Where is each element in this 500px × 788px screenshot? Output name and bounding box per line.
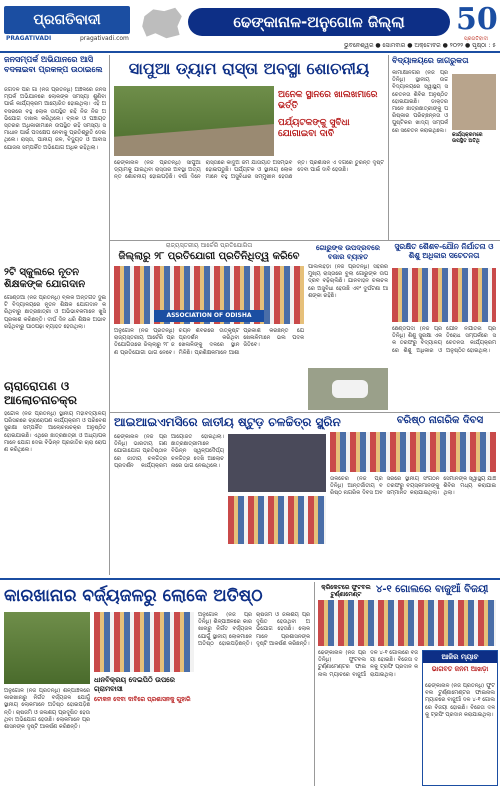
district-title: ଢେଙ୍କାନାଳ-ଅନୁଗୋଳ ଜିଲ୍ଲା (188, 8, 450, 36)
factory-headline: କାରଖାନାର ବର୍ଜ୍ୟଜଳରୁ ଲୋକେ ଅତିଷ୍ଠ (4, 586, 263, 606)
banner: ASSOCIATION OF ODISHA (154, 310, 264, 322)
website-url: pragativadi.com (80, 35, 129, 42)
wastewater-photo (4, 612, 90, 684)
anniversary-logo: 50 (456, 2, 498, 37)
senior-citizen-headline: ବରିଷ୍ଠ ନାଗରିକ ଦିବସ (396, 415, 484, 426)
cow-shape (332, 380, 368, 398)
column-divider (388, 55, 389, 240)
match-box-title: ଆଜିର ମ୍ୟାଚ (423, 651, 497, 663)
protest-photo (94, 612, 194, 672)
logo-subtitle: PRAGATIVADI (6, 35, 52, 42)
protest-headline: ଧାନବିକ୍ରୟ ଦେଇପିଠି ଉପରେ ଗ୍ରାମବାସୀ (94, 676, 175, 693)
section-divider (110, 412, 500, 413)
district-map-icon (140, 6, 184, 40)
guest-photo (452, 74, 496, 130)
child-safety-headline: ସୁରକ୍ଷିତ ଶୈଶବ-ଯୌନ ନିର୍ଯାତନା ଓ ଶିଶୁ ଅଧିକାର ସଚେତନତା (394, 242, 494, 260)
factory-article-continued: ଅନୁଗୋଳ (ନିଜ ପ୍ରତିନିଧି) ଶିଳ୍ପାଞ୍ଚଳରେ କାରଖାନାରୁ ନିର୍ଗତ ବର୍ଜ୍ୟଜଳ ଯୋଗୁଁ ସ୍ଥାନୀୟ ଲୋକମାନେ ଅତିଷ୍ଠ ହୋଇପଡ଼ିଛନ୍ତି। ଚାଷଜମି ଓ ଜଳାଶୟ ପ୍ରଦୂଷିତ ହେଉଥିବା ଅଭିଯୋଗ ହେଉଛି। ଲୋକମାନେ ପ୍ରଶାସନଙ୍କ ଦୃଷ୍ଟି ଆକର୍ଷଣ କରିଛନ୍ତି। (198, 612, 310, 647)
dateline: ଭୁବନେଶ୍ୱର ● ସୋମବାର ● ଅକ୍ଟୋବର ● ୨୦୨୨ ● ପୃଷ୍ଠା : ୫ (344, 42, 496, 49)
archery-article: ଅନୁଗୋଳ (ନିଜ ପ୍ରତିନିଧି) ରାଜ୍ୟସ୍ତରୀୟ ଆର୍ଚେରି ପ୍ରତିଯୋଗିତାରେ ଜିଲ୍ଲାରୁ ୨୮ ଜଣ ପ୍ରତିଯୋଗୀ ଭାଗ ନେବେ। ଚୟନ ଶିବିରରେ ଉତ୍କୃଷ୍ଟ ପ୍ରଦର୍ଶନ କରିଥିବା ଖେଳାଳିଙ୍କୁ ଦଳରେ ସ୍ଥାନ ମିଳିଛି। ପ୍ରଶିକ୍ଷକମାନେ ଆଶା ପ୍ରକାଶ କରିଛନ୍ତି ଯେ ଖେଳାଳିମାନେ ଭଲ ପଦକ ଜିତିବେ। (114, 328, 304, 356)
headline-left-1: ଜନସମ୍ପର୍କ ଅଭିଯାନରେ ଆସି ବଦଳାଇବା ପ୍ରକଳ୍ପ ଉଠାଇଲେ (4, 55, 103, 74)
article-right-1: କାମାକ୍ଷାନଗର (ନିଜ ପ୍ରତିନିଧି) ସ୍ଥାନୀୟ ଉଚ୍ଚ ବିଦ୍ୟାଳୟରେ ସ୍ୱାସ୍ଥ୍ୟ ସଚେତନତା ଶିବିର ଅନୁଷ୍ଠିତ ହୋଇଯାଇଛି। ଡାକ୍ତରମାନେ ଛାତ୍ରଛାତ୍ରୀଙ୍କୁ ପରିଷ୍କାର ପରିଚ୍ଛନ୍ନତା ଓ ପୁଷ୍ଟିକର ଖାଦ୍ୟ ସମ୍ପର୍କରେ ସଚେତନ କରାଇଥିଲେ। (392, 70, 448, 134)
headline-left-2: ୨ଟି ସ୍କୁଲରେ ନୂତନ ଶିକ୍ଷକଙ୍କ ଯୋଗଦାନ (4, 267, 86, 290)
photo-caption: କାର୍ଯ୍ୟକ୍ରମରେ ଉପସ୍ଥିତ ଅତିଥି (452, 132, 483, 144)
archery-headline: ଜିଲ୍ଲାରୁ ୨୮ ପ୍ରତିଯୋଗୀ ପ୍ରତିନିଧିତ୍ୱ କରିବେ (118, 251, 300, 262)
film-headline: ଆଇଆଇଏମସିରେ ଜାତୀୟ ଷ୍ଟୁଡ଼ ଚଳଚ୍ଚିତ୍ର ସ୍କ୍ରିନ (114, 415, 341, 429)
cow-article: ପାଲଲହଡ଼ା (ନିଜ ପ୍ରତିନିଧି) ସହରର ମୁଖ୍ୟ ରାସ୍ତାରେ ବୁଲା ଗୋରୁଙ୍କ ଉପଦ୍ରବ ବଢ଼ିଚାଲିଛି। ଯାନବାହନ ଚଳାଚଳରେ ଅସୁବିଧା ହେଉଛି ଏବଂ ଦୁର୍ଘଟଣା ଆଶଙ୍କା ରହିଛି। (308, 264, 388, 299)
road-shape (114, 124, 274, 156)
lead-article: ଢେଙ୍କାନାଳ (ନିଜ ପ୍ରତିନିଧି) ସାପୁଆ ଡ୍ୟାମକୁ ଯାଇଥିବା ରାସ୍ତାର ଅବସ୍ଥା ଅତ୍ୟନ୍ତ ଶୋଚନୀୟ ହୋଇପଡ଼ିଛି। ବର୍ଷା ଦିନେ ରାସ୍ତାରେ କାଦୁଅ ଜମି ଯାତାୟାତ ଅସମ୍ଭବ ହୋଇପଡୁଛି। ପର୍ଯ୍ୟଟକ ଓ ସ୍ଥାନୀୟ ଲୋକମାନେ ବହୁ ଅସୁବିଧାର ସମ୍ମୁଖୀନ ହେଉଛନ୍ତି। ପ୍ରଶାସନ ଏ ଦିଗରେ ତୁରନ୍ତ ଦୃଷ୍ଟି ଦେବା ପାଇଁ ଦାବି ହେଉଛି। (114, 160, 384, 181)
article-left-3: ହିନ୍ଦୋଳ (ନିଜ ପ୍ରତିନିଧି) ସ୍ଥାନୀୟ ମହାବିଦ୍ୟାଳୟ ପରିସରରେ ଚାରାରୋପଣ କାର୍ଯ୍ୟକ୍ରମ ଓ ପରିବେଶ ସୁରକ୍ଷା ସମ୍ପର୍କିତ ଆଲୋଚନାଚକ୍ର ଅନୁଷ୍ଠିତ ହୋଇଯାଇଛି। ଏଥିରେ ଛାତ୍ରଛାତ୍ରୀ ଓ ଅଧ୍ୟାପକମାନେ ଯୋଗ ଦେଇ ବିଭିନ୍ନ ପ୍ରଜାତିର ଚାରା ରୋପଣ କରିଥିଲେ। (4, 411, 106, 454)
film-article: ଢେଙ୍କାନାଳ (ନିଜ ପ୍ରତିନିଧି) ଭାରତୀୟ ଗଣଯୋଗାଯୋଗ ପ୍ରତିଷ୍ଠାନରେ ଜାତୀୟ ଚଳଚ୍ଚିତ୍ର ପ୍ରଦର୍ଶନ କାର୍ଯ୍ୟକ୍ରମ ଆୟୋଜିତ ହୋଇଥିଲା। ଛାତ୍ରଛାତ୍ରୀମାନେ ବିଭିନ୍ନ ସ୍ୱଳ୍ପଦୈର୍ଘ୍ୟ ଚଳଚ୍ଚିତ୍ର ଦେଖି ଆଲୋଚନାରେ ଭାଗ ନେଇଥିଲେ। (114, 434, 224, 469)
lead-sidehead-2: ପର୍ଯ୍ୟଟକଙ୍କୁ ସୁବିଧା ଯୋଗାଇବା ଦାବି (278, 118, 350, 139)
left-column (4, 55, 106, 575)
cow-headline: ଗୋରୁଙ୍କ ଉପଦ୍ରବରେ ବଜାର ବ୍ୟାହତ (316, 244, 380, 261)
film-audience-photo (228, 496, 326, 544)
anniversary-subtitle: ପ୍ରଗତିବାଦୀ (463, 36, 488, 42)
senior-citizen-photo (330, 432, 496, 472)
lead-photo (114, 86, 274, 156)
column-divider (314, 582, 315, 786)
child-safety-article: ଛେଣ୍ଡିପଦା (ନିଜ ପ୍ରତିନିଧି) ଶିଶୁ ସୁରକ୍ଷା ଏକକ ତରଫରୁ ବିଦ୍ୟାଳୟରେ ଶିଶୁ ଅଧିକାର ଓ ଯୌନ ନିର୍ଯାତନା ପ୍ରତିରୋଧ ସମ୍ପର୍କରେ ସଚେତନତା କାର୍ଯ୍ୟକ୍ରମ ଅନୁଷ୍ଠିତ ହୋଇଥିଲା। (392, 326, 496, 354)
lead-sidehead-1: ଅନେକ ସ୍ଥାନରେ ଖାଲଖମାରେ ଭର୍ତ୍ତି (278, 90, 378, 111)
sport-kicker: କ୍ରିକେଟରେ ଫୁଟବଲ ଟୁର୍ଣ୍ଣାମେଣ୍ଟ (321, 584, 371, 598)
sport-article: ଢେଙ୍କାନାଳ (ନିଜ ପ୍ରତିନିଧି) ଫୁଟବଲ ଟୁର୍ଣ୍ଣାମେଣ୍ଟର ଫାଇନାଲ ମ୍ୟାଚରେ ବାଜୁଆଁ ଦଳ ୪-୧ ଗୋଲରେ ବିଜୟୀ ହୋଇଛି। ବିଜେତା ଦଳକୁ ଟ୍ରଫି ପ୍ରଦାନ କରାଯାଇଥିଲା। (318, 650, 418, 678)
sport-headline: ୪-୧ ଗୋଲରେ ବାଜୁଆଁ ବିଜୟୀ (376, 584, 489, 595)
child-safety-photo (392, 268, 496, 322)
cow-photo (308, 368, 388, 410)
film-photo (228, 434, 326, 492)
masthead-rule (0, 51, 500, 53)
article-left-2: ଗୋଣ୍ଡିଆ (ନିଜ ପ୍ରତିନିଧି) ବ୍ଲକ ଅନ୍ତର୍ଗତ ଦୁଇଟି ବିଦ୍ୟାଳୟରେ ନୂତନ ଶିକ୍ଷକ ଯୋଗଦାନ କରିଥିବାରୁ ଛାତ୍ରଛାତ୍ରୀ ଓ ଅଭିଭାବକମାନେ ଖୁସି ପ୍ରକାଶ କରିଛନ୍ତି। ଦୀର୍ଘ ଦିନ ଧରି ଶିକ୍ଷକ ଅଭାବ ରହିଥିବାରୁ ପାଠପଢ଼ା ବ୍ୟାହତ ହେଉଥିଲା। (4, 295, 106, 330)
headline-left-3: ଚାରାରୋପଣ ଓ ଆଲୋଚନାଚକ୍ର (4, 379, 77, 407)
match-box-text: ଢେଙ୍କାନାଳ (ନିଜ ପ୍ରତିନିଧି) ଫୁଟବଲ ଟୁର୍ଣ୍ଣାମେଣ୍ଟର ଫାଇନାଲ ମ୍ୟାଚରେ ବାଜୁଆଁ ଦଳ ୪-୧ ଗୋଲରେ ବିଜୟୀ ହୋଇଛି। ବିଜେତା ଦଳକୁ ଟ୍ରଫି ପ୍ରଦାନ କରାଯାଇଥିଲା। (425, 683, 495, 718)
factory-article: ଅନୁଗୋଳ (ନିଜ ପ୍ରତିନିଧି) ଶିଳ୍ପାଞ୍ଚଳରେ କାରଖାନାରୁ ନିର୍ଗତ ବର୍ଜ୍ୟଜଳ ଯୋଗୁଁ ସ୍ଥାନୀୟ ଲୋକମାନେ ଅତିଷ୍ଠ ହୋଇପଡ଼ିଛନ୍ତି। ଚାଷଜମି ଓ ଜଳାଶୟ ପ୍ରଦୂଷିତ ହେଉଥିବା ଅଭିଯୋଗ ହେଉଛି। ଲୋକମାନେ ପ୍ରଶାସନଙ୍କ ଦୃଷ୍ଟି ଆକର୍ଷଣ କରିଛନ୍ତି। (4, 688, 90, 731)
football-team-photo (318, 600, 496, 646)
bottom-rule (0, 578, 500, 580)
archery-team-photo (114, 266, 304, 324)
protest-subhead: ଟୋକନ ଦେବା ଦାବିରେ ପ୍ରଶାସନକୁ ଗୁହାରି (94, 696, 191, 703)
match-box-subtitle: ଭାଗବତ ଜନମ ଆଖଡ଼ା (431, 665, 489, 673)
column-divider (109, 55, 110, 575)
match-box (422, 650, 498, 786)
masthead (0, 0, 500, 50)
section-divider (110, 240, 500, 241)
newspaper-logo[interactable]: ପ୍ରଗତିବାଦୀ (4, 6, 130, 34)
headline-right-1: ବିଦ୍ୟାଳୟରେ ଜାଗରୁକତା (392, 56, 469, 65)
archery-kicker: ରାଜ୍ୟସ୍ତରୀୟ ଆର୍ଚେରି ପ୍ରତିଯୋଗିତା (165, 242, 253, 249)
senior-citizen-article: ତାଳଚେର (ନିଜ ପ୍ରତିନିଧି) ଆନ୍ତର୍ଜାତୀୟ ବରିଷ୍ଠ ନାଗରିକ ଦିବସ ଅବସରରେ ସ୍ଥାନୀୟ ସଂଗଠନ ତରଫରୁ ବୟସ୍କମାନଙ୍କୁ ସମ୍ମାନିତ କରାଯାଇଥିଲା। ସେମାନଙ୍କ ସ୍ୱାସ୍ଥ୍ୟ ଯାଞ୍ଚ ଶିବିର ମଧ୍ୟ କରାଯାଇଥିଲା। (330, 476, 496, 497)
article-left-1: ଜଗଦଳ ପର ଗାଁ (ନିଜ ପ୍ରତିନିଧି) ଅଞ୍ଚଳରେ ଜନସମ୍ପର୍କ ଅଭିଯାନରେ ଲୋକଙ୍କ ସମସ୍ୟା ଶୁଣିବା ପାଇଁ କାର୍ଯ୍ୟକ୍ରମ ଆୟୋଜିତ ହୋଇଥିଲା। ଏହି ଅବସରରେ ବହୁ ଲୋକ ଉପସ୍ଥିତ ରହି ନିଜ ନିଜ ଅଭିଯୋଗ ଦାଖଲ କରିଥିଲେ। ବ୍ଲକ ଓ ପଞ୍ଚାୟତ ସ୍ତରର ଅଧିକାରୀମାନେ ଉପସ୍ଥିତ ରହି ସମସ୍ୟା ସମାଧାନ ପାଇଁ ପଦକ୍ଷେପ ନେବାକୁ ପ୍ରତିଶ୍ରୁତି ଦେଇଥିଲେ। ରାସ୍ତା, ପାନୀୟ ଜଳ, ବିଦ୍ୟୁତ ଓ ଆବାସ ଯୋଜନା ସମ୍ପର୍କିତ ଅଭିଯୋଗ ଅଧିକ ରହିଥିଲା। (4, 87, 106, 151)
lead-headline: ସାପୁଆ ଡ୍ୟାମ ରାସ୍ତା ଅବସ୍ଥା ଶୋଚନୀୟ (128, 59, 370, 78)
